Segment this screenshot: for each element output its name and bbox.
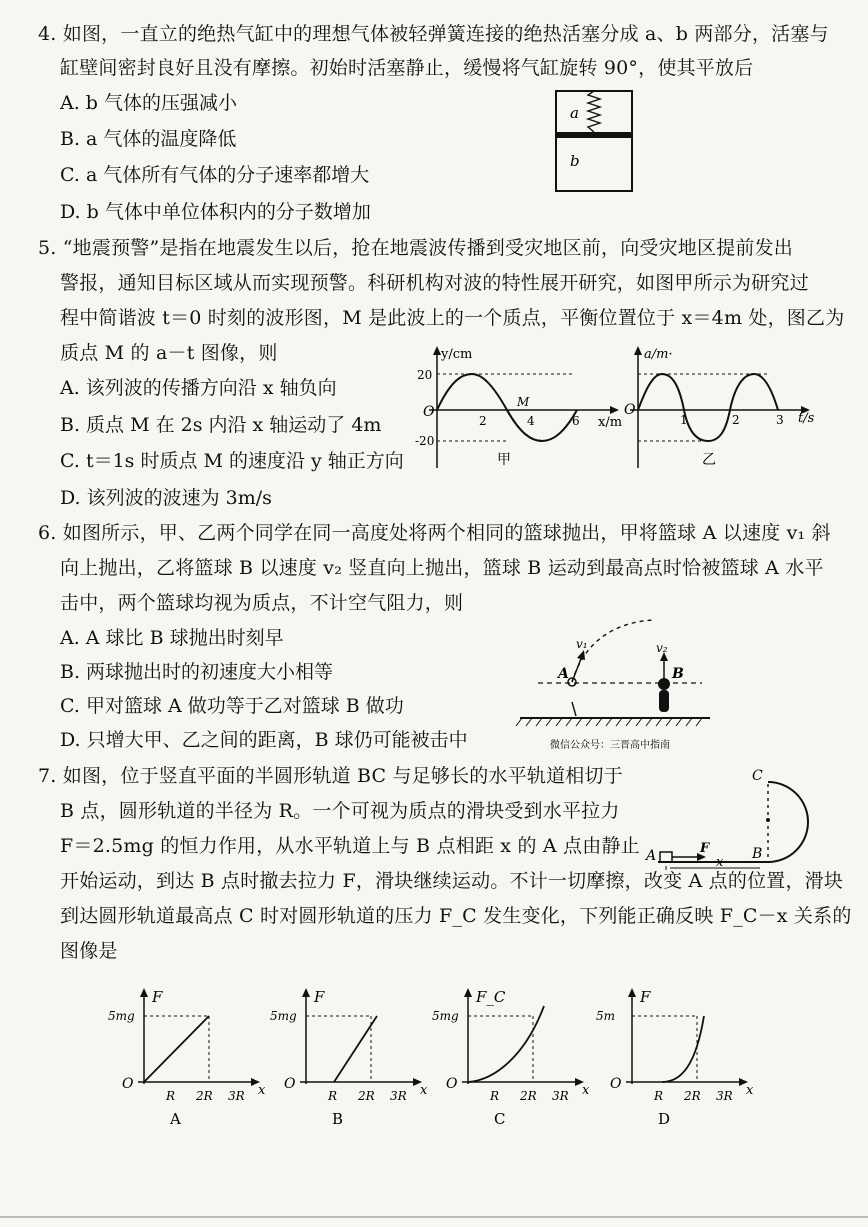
graph-tick-r: R — [166, 1089, 176, 1103]
cylinder-wall — [556, 91, 632, 191]
graph-caption: B — [332, 1110, 344, 1128]
page-bottom-rule — [0, 1216, 868, 1218]
semicircle-track — [768, 782, 808, 862]
q6-option-a: A. A 球比 B 球抛出时刻早 — [60, 627, 284, 649]
jia-caption: 甲 — [497, 452, 511, 468]
acceleration-curve — [638, 374, 778, 441]
jia-tick-4: 4 — [527, 414, 535, 428]
q5-at-figure-yi — [622, 342, 834, 472]
graph-tick-2r: 2R — [684, 1089, 701, 1103]
q4-stem-line1: 4. 如图，一直立的绝热气缸中的理想气体被轻弹簧连接的绝热活塞分成 a、b 两部分，活塞与 — [38, 23, 829, 45]
q7-stem-line1: 7. 如图，位于竖直平面的半圆形轨道 BC 与足够长的水平轨道相切于 — [38, 765, 623, 787]
q7-stem-line3: F＝2.5mg 的恒力作用，从水平轨道上与 B 点相距 x 的 A 点由静止 — [60, 835, 640, 857]
watermark-text: 微信公众号：三晋高中指南 — [550, 740, 670, 751]
graph-ylabel: F_C — [476, 988, 506, 1006]
graph-tick-3r: 3R — [228, 1089, 245, 1103]
ground-hatch — [516, 718, 702, 726]
q6-option-b: B. 两球抛出时的初速度大小相等 — [60, 661, 334, 683]
q5-option-d: D. 该列波的波速为 3m/s — [60, 487, 272, 509]
jia-y-top: 20 — [417, 368, 433, 382]
jia-point-m: M — [517, 395, 530, 409]
q7-track-figure — [640, 762, 840, 868]
q5-stem-line3: 程中简谐波 t＝0 时刻的波形图，M 是此波上的一个质点，平衡位置位于 x＝4m 处，图乙为 — [60, 307, 845, 329]
graph-origin: O — [446, 1076, 458, 1092]
label-ball-a: A — [558, 666, 569, 682]
arrow-up-icon — [302, 988, 310, 997]
yi-ylabel: a/m· — [644, 347, 673, 362]
q5-option-b: B. 质点 M 在 2s 内沿 x 轴运动了 4m — [60, 414, 382, 436]
jia-tick-2: 2 — [479, 414, 487, 428]
jia-xlabel: x/m — [598, 415, 623, 430]
arrow-up-icon — [628, 988, 636, 997]
arrow-up-icon — [433, 346, 441, 355]
yi-caption: 乙 — [702, 452, 716, 468]
q6-stem-line1: 6. 如图所示，甲、乙两个同学在同一高度处将两个相同的篮球抛出，甲将篮球 A 以速度 v₁ 斜 — [38, 522, 831, 544]
trajectory-a — [572, 620, 654, 682]
label-point-c: C — [752, 768, 763, 784]
answer-graph-a — [108, 984, 272, 1134]
graph-tick-3r: 3R — [552, 1089, 569, 1103]
q4-option-b: B. a 气体的温度降低 — [60, 128, 237, 150]
graph-tick-3r: 3R — [716, 1089, 733, 1103]
graph-ylabel: F — [314, 988, 325, 1006]
label-point-a: A — [646, 848, 657, 864]
graph-origin: O — [284, 1076, 296, 1092]
yi-tick-3: 3 — [776, 413, 784, 427]
q5-stem-line2: 警报，通知目标区域从而实现预警。科研机构对波的特性展开研究，如图甲所示为研究过 — [60, 272, 809, 294]
label-a: a — [570, 104, 579, 122]
graph-y-5mg: 5m — [596, 1009, 616, 1023]
graph-y-5mg: 5mg — [270, 1009, 297, 1023]
graph-curve — [662, 1016, 704, 1082]
graph-y-5mg: 5mg — [432, 1009, 459, 1023]
q5-option-c: C. t＝1s 时质点 M 的速度沿 y 轴正方向 — [60, 450, 404, 472]
arrow-up-icon — [634, 346, 642, 355]
graph-ylabel: F — [640, 988, 651, 1006]
person-yi-icon — [659, 690, 669, 712]
graph-y-5mg: 5mg — [108, 1009, 135, 1023]
label-force-f: F — [700, 841, 710, 856]
arrow-up-icon — [464, 988, 472, 997]
label-point-b: B — [752, 846, 763, 862]
arrow-up-icon — [140, 988, 148, 997]
graph-tick-r: R — [328, 1089, 338, 1103]
person-jia-icon — [572, 702, 576, 716]
graph-tick-r: R — [490, 1089, 500, 1103]
graph-xlabel: x — [582, 1083, 590, 1098]
slider-block — [660, 852, 672, 862]
graph-xlabel: x — [420, 1083, 428, 1098]
label-v1: v₁ — [576, 637, 588, 651]
yi-origin: O — [624, 402, 636, 418]
q4-option-c: C. a 气体所有气体的分子速率都增大 — [60, 164, 370, 186]
q4-cylinder-figure — [552, 88, 636, 194]
graph-caption: D — [658, 1110, 671, 1128]
q6-option-d: D. 只增大甲、乙之间的距离，B 球仍可能被击中 — [60, 729, 468, 751]
q4-stem-line2: 缸壁间密封良好且没有摩擦。初始时活塞静止，缓慢将气缸旋转 90°，使其平放后 — [60, 57, 754, 79]
graph-caption: C — [494, 1110, 506, 1128]
jia-origin: O — [423, 404, 435, 420]
piston — [556, 132, 632, 138]
jia-tick-6: 6 — [572, 414, 580, 428]
answer-graph-c — [432, 984, 596, 1134]
jia-y-bot: -20 — [415, 434, 435, 448]
spring-icon — [588, 91, 600, 132]
jia-ylabel: y/cm — [441, 347, 473, 362]
q6-stem-line3: 击中，两个篮球均视为质点，不计空气阻力，则 — [60, 592, 464, 614]
graph-tick-r: R — [654, 1089, 664, 1103]
yi-xlabel: t/s — [798, 411, 815, 426]
q7-stem-line6: 图像是 — [60, 940, 118, 962]
graph-origin: O — [610, 1076, 622, 1092]
graph-tick-2r: 2R — [196, 1089, 213, 1103]
graph-origin: O — [122, 1076, 134, 1092]
graph-tick-2r: 2R — [358, 1089, 375, 1103]
answer-graph-d — [596, 984, 760, 1134]
q6-basketball-figure — [514, 612, 714, 754]
graph-caption: A — [170, 1110, 181, 1128]
q5-stem-line1: 5. “地震预警”是指在地震发生以后，抢在地震波传播到受灾地区前，向受灾地区提前发出 — [38, 237, 793, 259]
wave-curve-part1 — [437, 374, 577, 441]
arrow-v1-icon — [577, 650, 585, 660]
q5-option-a: A. 该列波的传播方向沿 x 轴负向 — [60, 377, 337, 399]
yi-tick-2: 2 — [732, 413, 740, 427]
label-ball-b: B — [672, 666, 684, 682]
graph-tick-3r: 3R — [390, 1089, 407, 1103]
ball-b — [658, 678, 670, 690]
q4-option-a: A. b 气体的压强减小 — [60, 92, 238, 114]
label-distance-x: x — [716, 855, 724, 870]
arrow-right-icon — [610, 406, 619, 414]
graph-xlabel: x — [258, 1083, 266, 1098]
label-v2: v₂ — [656, 641, 668, 655]
yi-tick-1: 1 — [680, 413, 688, 427]
q4-option-d: D. b 气体中单位体积内的分子数增加 — [60, 201, 371, 223]
label-b: b — [570, 152, 580, 170]
q6-stem-line2: 向上抛出，乙将篮球 B 以速度 v₂ 竖直向上抛出，篮球 B 运动到最高点时恰被篮球 A 水平 — [60, 557, 824, 579]
graph-ylabel: F — [152, 988, 163, 1006]
graph-curve — [144, 1016, 209, 1082]
graph-xlabel: x — [746, 1083, 754, 1098]
answer-graph-b — [270, 984, 434, 1134]
q7-stem-line4: 开始运动，到达 B 点时撤去拉力 F，滑块继续运动。不计一切摩擦，改变 A 点的位置，滑块 — [60, 870, 844, 892]
q6-option-c: C. 甲对篮球 A 做功等于乙对篮球 B 做功 — [60, 695, 404, 717]
q7-stem-line5: 到达圆形轨道最高点 C 时对圆形轨道的压力 F_C 发生变化，下列能正确反映 F_C－x 关系的 — [60, 905, 852, 927]
q5-stem-line4: 质点 M 的 a－t 图像，则 — [60, 342, 278, 364]
graph-tick-2r: 2R — [520, 1089, 537, 1103]
q5-wave-figure-jia — [415, 342, 625, 472]
q7-stem-line2: B 点，圆形轨道的半径为 R。一个可视为质点的滑块受到水平拉力 — [60, 800, 620, 822]
